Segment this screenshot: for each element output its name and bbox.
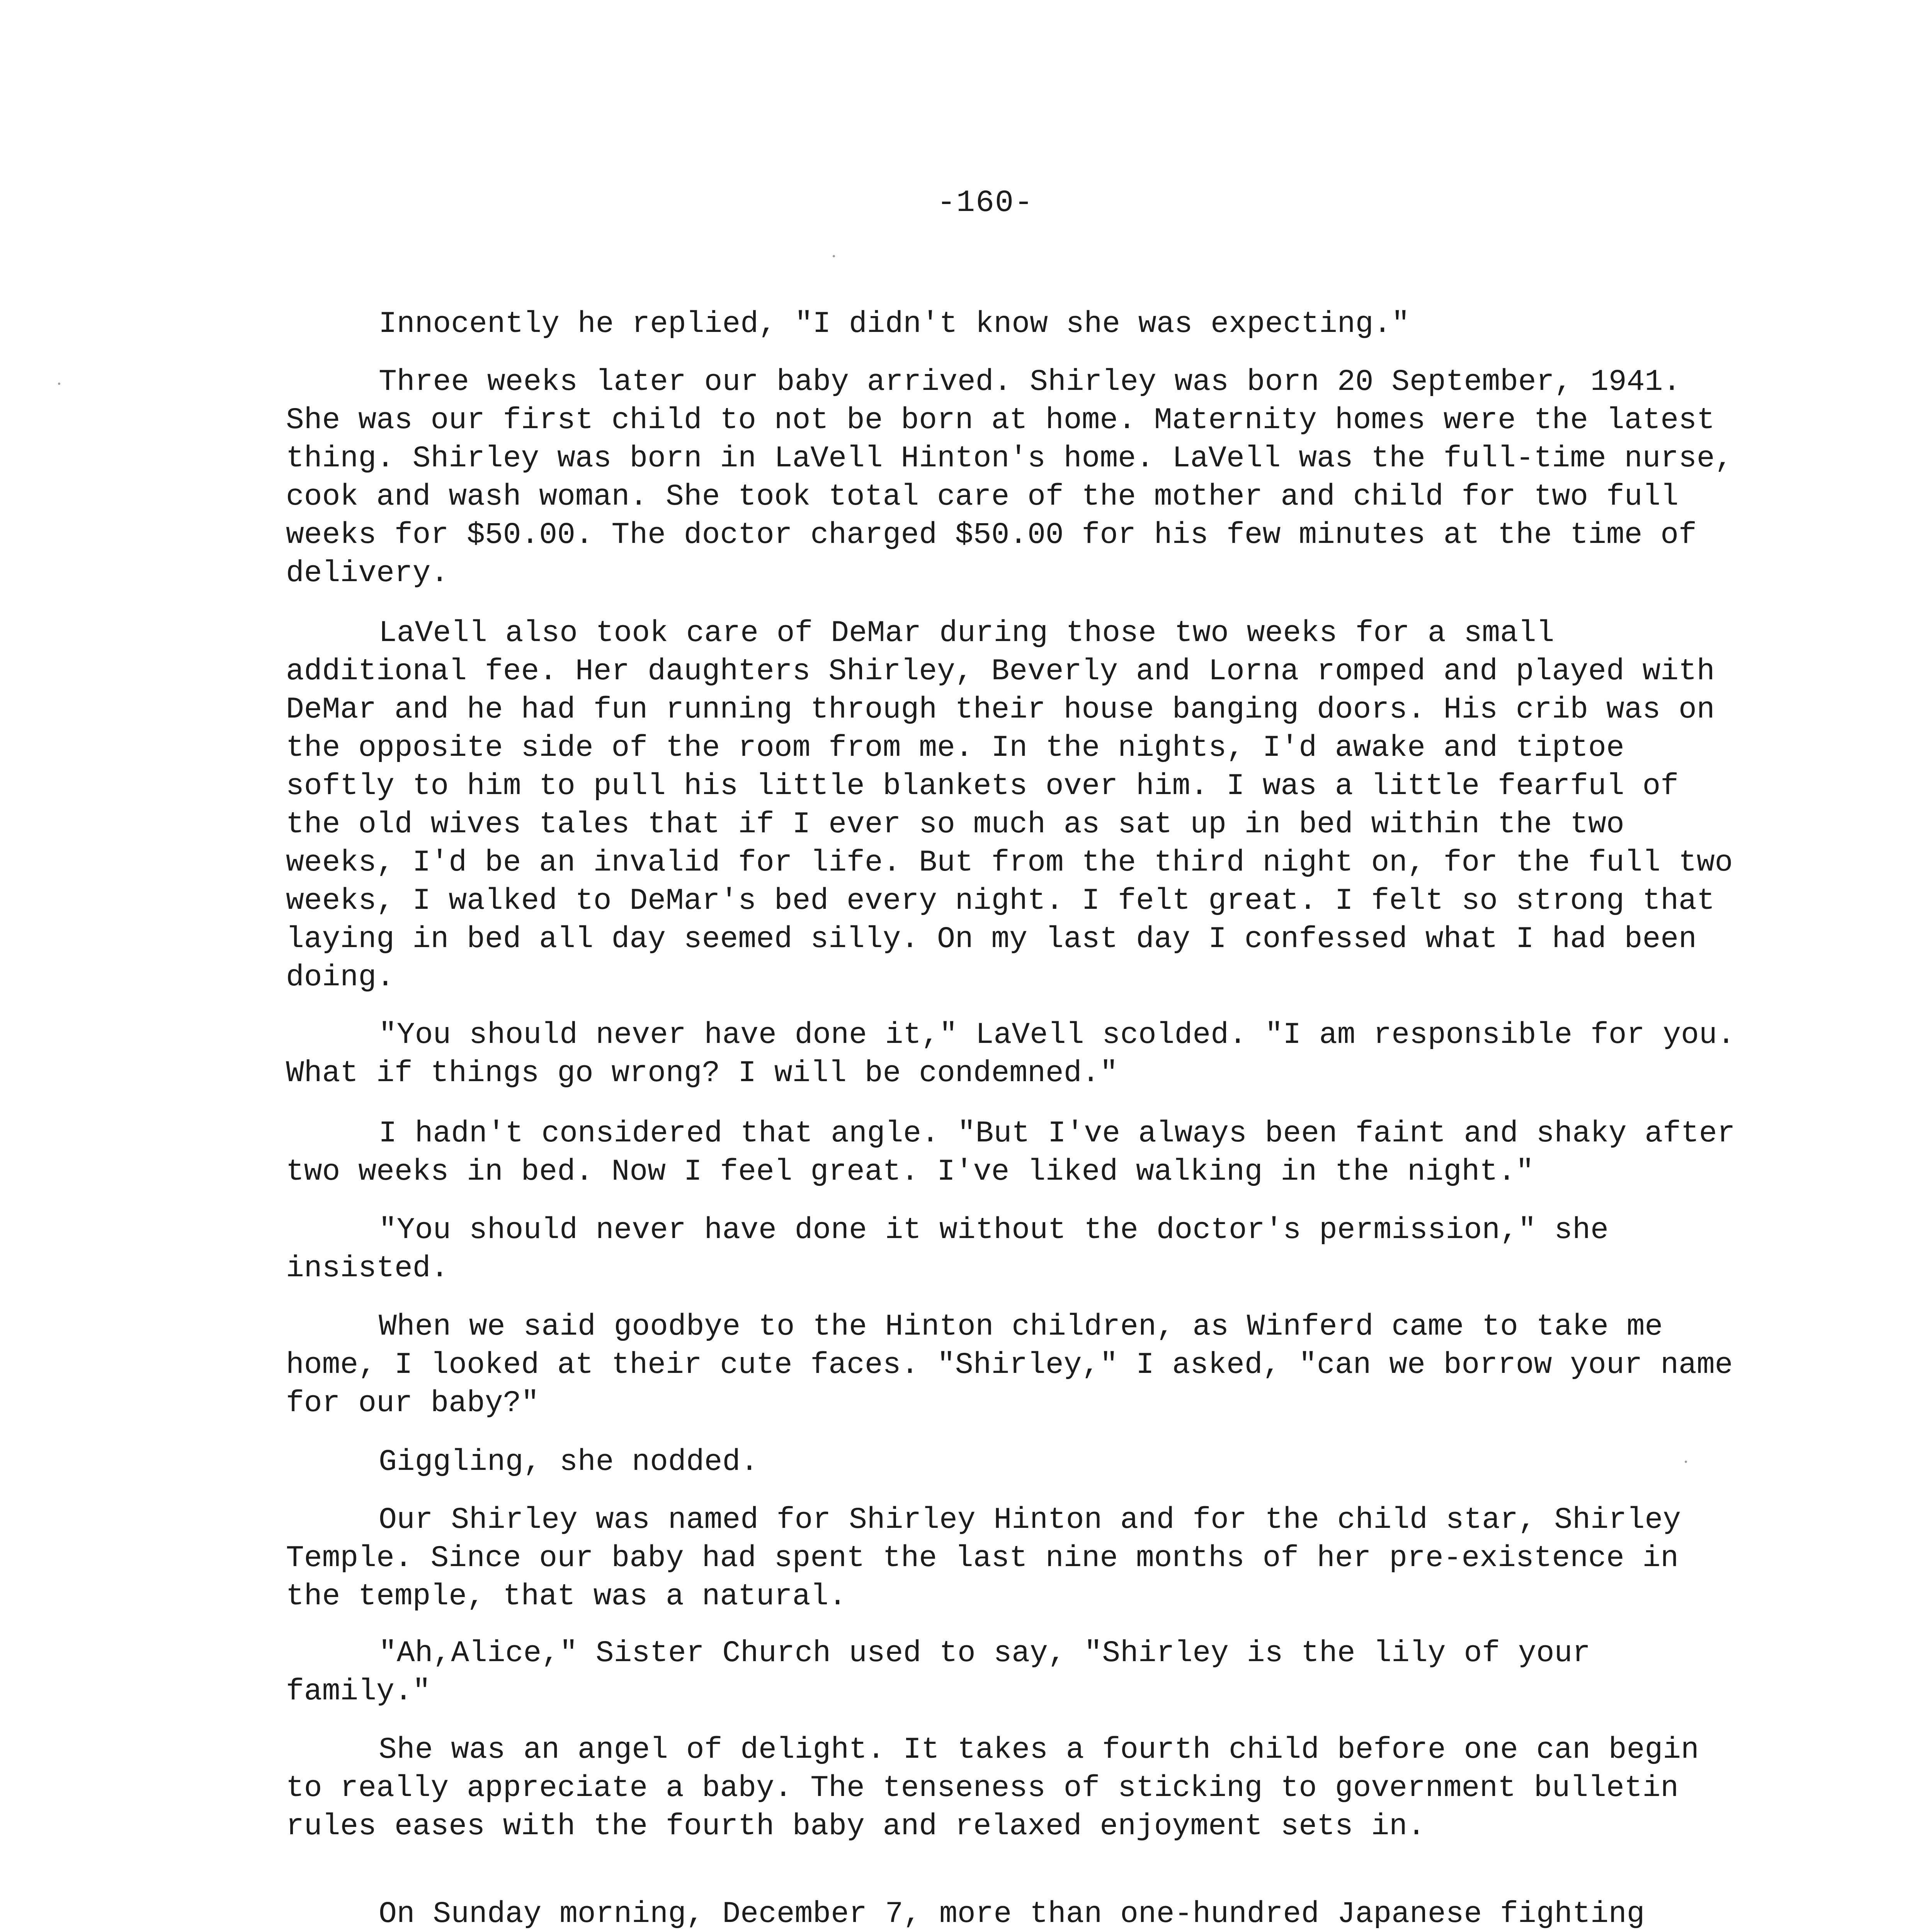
paragraph-text: I hadn't considered that angle. "But I've always been faint and shaky after two weeks in bed. Now I feel great. I've liked walking in the night." xyxy=(286,1117,1735,1189)
paragraph-6 xyxy=(286,1211,1747,1288)
paragraph-12 xyxy=(286,1895,1747,1932)
paragraph-1 xyxy=(286,305,1747,344)
paragraph-text: "You should never have done it," LaVell scolded. "I am responsible for you. What if things go wrong? I will be condemned." xyxy=(286,1018,1735,1090)
paragraph-text: Three weeks later our baby arrived. Shirley was born 20 September, 1941. She was our first child to not be born at home. Maternity homes were the latest thing. Shirley was born in LaVell Hinton's home. LaVell was the full-time nurse, cook and wash woman. She took total care of the mother and child for two full weeks for $50.00. The doctor charged $50.00 for his few minutes at the time of delivery. xyxy=(286,365,1733,590)
scan-speck xyxy=(833,255,835,257)
paragraph-text: Our Shirley was named for Shirley Hinton and for the child star, Shirley Temple. Since our baby had spent the last nine months of her pre-existence in the temple, that was a natural. xyxy=(286,1503,1681,1614)
paragraph-text: She was an angel of delight. It takes a fourth child before one can begin to really appreciate a baby. The tenseness of sticking to government bulletin rules eases with the fourth baby and relaxed enjoyment sets in. xyxy=(286,1733,1699,1844)
paragraph-text: Innocently he replied, "I didn't know she was expecting." xyxy=(379,307,1410,341)
scan-speck xyxy=(58,383,60,385)
paragraph-text: LaVell also took care of DeMar during those two weeks for a small additional fee. Her daughters Shirley, Beverly and Lorna romped and played with DeMar and he had fun running through their house banging doors. His crib was on the opposite side of the room from me. In the nights, I'd awake and tiptoe softly to him to pull his little blankets over him. I was a little fearful of the old wives tales that if I ever so much as sat up in bed within the two weeks, I'd be an invalid for life. But from the third night on, for the full two weeks, I walked to DeMar's bed every night. I felt great. I felt so strong that laying in bed all day seemed silly. On my last day I confessed what I had been doing. xyxy=(286,616,1733,995)
paragraph-5 xyxy=(286,1115,1747,1191)
paragraph-8 xyxy=(286,1443,1747,1481)
page-number: -160- xyxy=(937,185,1034,221)
paragraph-9 xyxy=(286,1501,1747,1616)
paragraph-7 xyxy=(286,1308,1747,1423)
paragraph-text: On Sunday morning, December 7, more than one-hundred Japanese fighting xyxy=(379,1897,1645,1931)
paragraph-2 xyxy=(286,363,1747,593)
paragraph-text: "Ah,Alice," Sister Church used to say, "Shirley is the lily of your family." xyxy=(286,1636,1591,1709)
paragraph-11 xyxy=(286,1731,1747,1846)
paragraph-4 xyxy=(286,1016,1747,1093)
paragraph-text: When we said goodbye to the Hinton children, as Winferd came to take me home, I looked at their cute faces. "Shirley," I asked, "can we borrow your name for our baby?" xyxy=(286,1310,1733,1420)
paragraph-10 xyxy=(286,1634,1747,1711)
scan-speck xyxy=(1685,1461,1687,1463)
paragraph-text: "You should never have done it without the doctor's permission," she insisted. xyxy=(286,1213,1609,1286)
paragraph-3 xyxy=(286,614,1747,997)
paragraph-text: Giggling, she nodded. xyxy=(379,1445,759,1479)
